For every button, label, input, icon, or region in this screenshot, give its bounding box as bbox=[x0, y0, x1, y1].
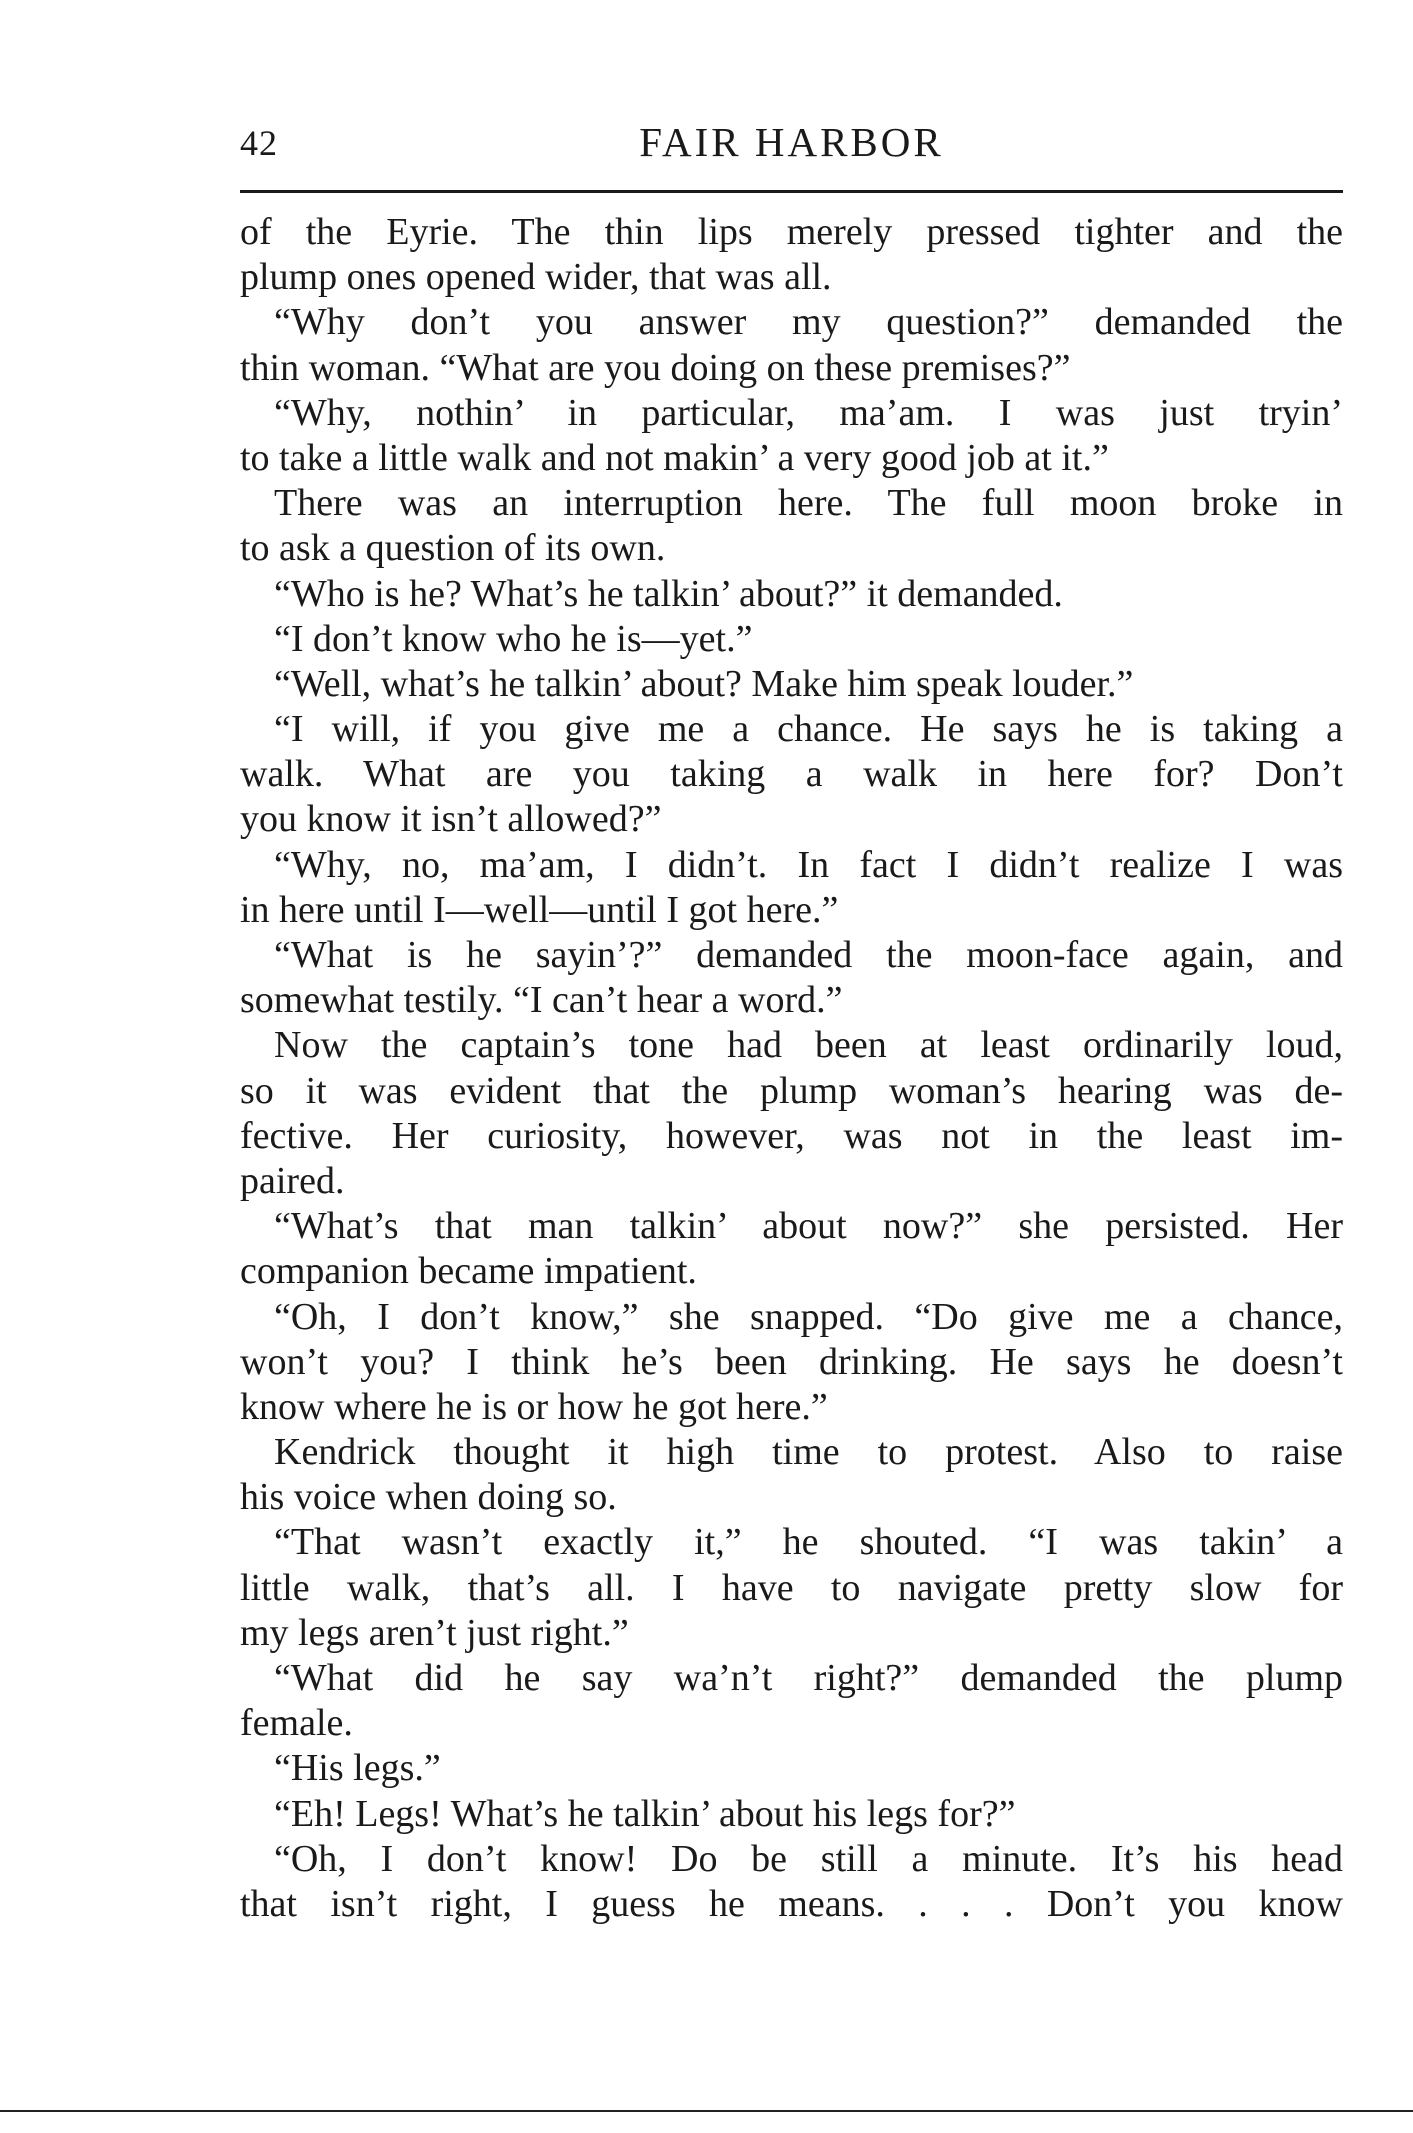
text-line: to ask a question of its own. bbox=[240, 527, 666, 570]
text-line: “Oh, I don’t know! Do be still a minute. It’s his head bbox=[274, 1837, 1343, 1880]
text-line: somewhat testily. “I can’t hear a word.” bbox=[240, 979, 843, 1022]
bottom-rule bbox=[0, 2110, 1413, 2112]
text-line: female. bbox=[240, 1702, 353, 1745]
text-line: “Eh! Legs! What’s he talkin’ about his legs for?” bbox=[274, 1792, 1016, 1835]
header-rule bbox=[240, 190, 1343, 193]
text-line: little walk, that’s all. I have to navigate pretty slow for bbox=[240, 1566, 1343, 1609]
text-line: plump ones opened wider, that was all. bbox=[240, 256, 832, 299]
text-line: “What is he sayin’?” demanded the moon-face again, and bbox=[274, 934, 1343, 976]
text-line: his voice when doing so. bbox=[240, 1476, 617, 1519]
text-line: “What did he say wa’n’t right?” demanded the plump bbox=[274, 1657, 1343, 1699]
text-line: Kendrick thought it high time to protest. Also to raise bbox=[274, 1431, 1343, 1474]
text-line: know where he is or how he got here.” bbox=[240, 1385, 828, 1428]
text-line: “I don’t know who he is—yet.” bbox=[274, 617, 753, 660]
running-head: FAIR HARBOR bbox=[639, 119, 944, 165]
text-line: to take a little walk and not makin’ a very good job at it.” bbox=[240, 436, 1109, 479]
text-line: that isn’t right, I guess he means. . . . Don’t you know bbox=[240, 1882, 1343, 1925]
text-line: you know it isn’t allowed?” bbox=[240, 798, 662, 841]
text-line: “His legs.” bbox=[274, 1747, 441, 1790]
text-line: “Why, no, ma’am, I didn’t. In fact I didn’t realize I was bbox=[274, 843, 1343, 886]
text-line: Now the captain’s tone had been at least ordinarily loud, bbox=[274, 1024, 1343, 1067]
page-header bbox=[240, 118, 1343, 188]
text-line: “What’s that man talkin’ about now?” she persisted. Her bbox=[274, 1205, 1343, 1248]
text-line: paired. bbox=[240, 1159, 345, 1202]
text-line: of the Eyrie. The thin lips merely pressed tighter and the bbox=[240, 211, 1343, 253]
text-line: so it was evident that the plump woman’s hearing was de- bbox=[240, 1069, 1343, 1112]
text-line: walk. What are you taking a walk in here for? Don’t bbox=[240, 753, 1343, 796]
text-line: “Why don’t you answer my question?” demanded the bbox=[274, 301, 1343, 344]
text-line: in here until I—well—until I got here.” bbox=[240, 888, 839, 931]
body-text bbox=[240, 210, 1343, 1927]
text-line: “I will, if you give me a chance. He says he is taking a bbox=[274, 708, 1343, 751]
text-line: “Who is he? What’s he talkin’ about?” it demanded. bbox=[274, 572, 1063, 615]
text-line: “Well, what’s he talkin’ about? Make him speak louder.” bbox=[274, 662, 1134, 705]
text-line: fective. Her curiosity, however, was not in the least im- bbox=[240, 1114, 1343, 1157]
text-line: “Oh, I don’t know,” she snapped. “Do give me a chance, bbox=[274, 1295, 1343, 1338]
text-line: won’t you? I think he’s been drinking. He says he doesn’t bbox=[240, 1340, 1343, 1383]
text-line: my legs aren’t just right.” bbox=[240, 1611, 629, 1654]
text-line: companion became impatient. bbox=[240, 1250, 697, 1293]
text-line: thin woman. “What are you doing on these premises?” bbox=[240, 346, 1071, 389]
text-line: There was an interruption here. The full moon broke in bbox=[274, 482, 1343, 525]
text-line: “Why, nothin’ in particular, ma’am. I was just tryin’ bbox=[274, 391, 1343, 434]
text-line: “That wasn’t exactly it,” he shouted. “I was takin’ a bbox=[274, 1521, 1343, 1564]
page-number: 42 bbox=[240, 123, 278, 163]
